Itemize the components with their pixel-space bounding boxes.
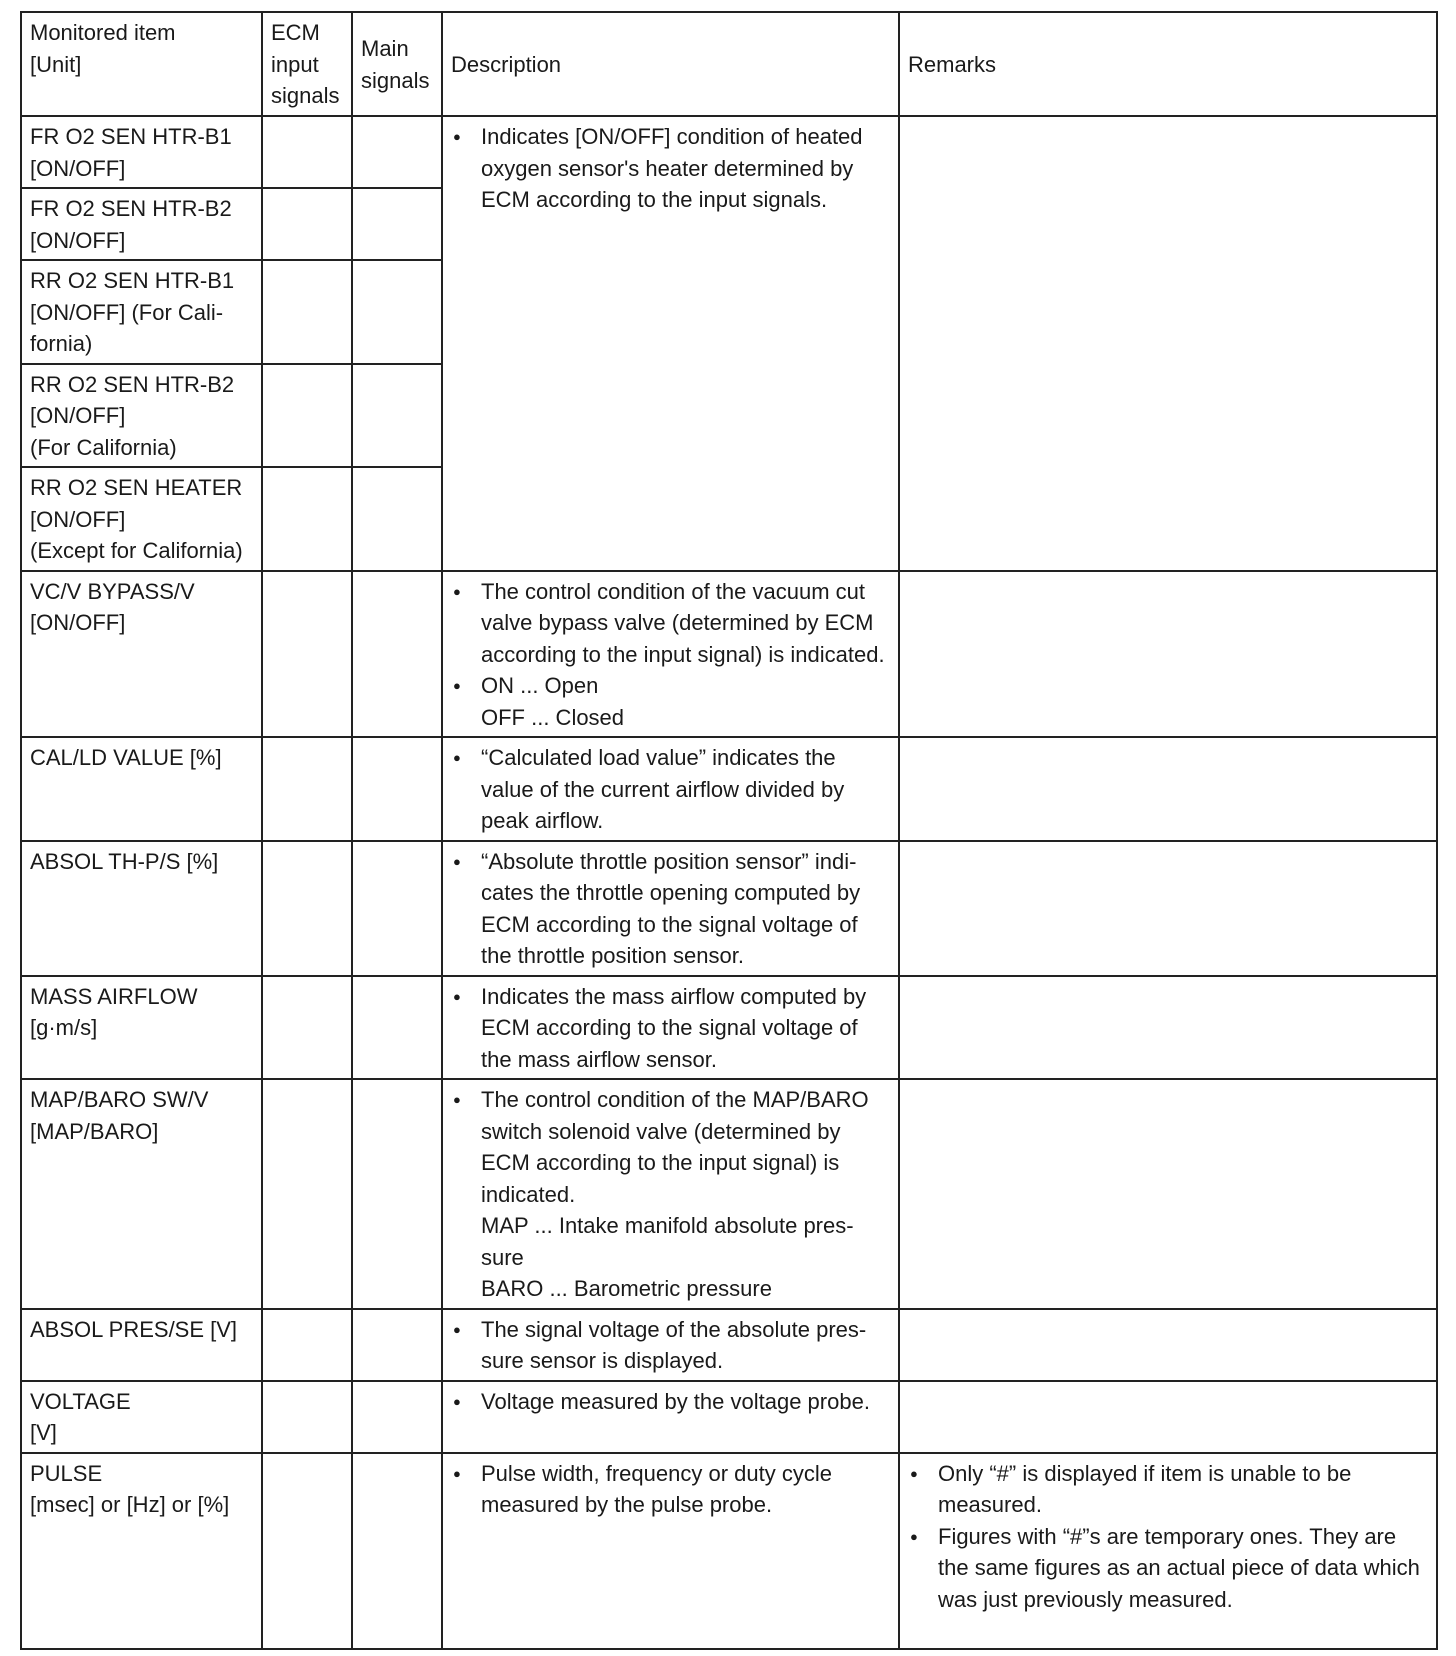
ecm-input-cell: [262, 976, 352, 1080]
monitored-item-cell: [21, 1453, 262, 1649]
header-item-line2: [Unit]: [30, 51, 82, 77]
ecm-input-cell: [262, 364, 352, 468]
monitored-item-cell: [21, 1079, 262, 1309]
description-cell: [442, 976, 899, 1080]
main-signal-cell: [352, 1309, 442, 1381]
description-cell: [442, 571, 899, 738]
monitored-item-cell: [21, 260, 262, 364]
description-cell: [442, 1381, 899, 1453]
remarks-cell: [899, 1453, 1437, 1649]
monitored-item-cell: [21, 737, 262, 841]
item-name: VOLTAGE: [30, 1388, 131, 1414]
remarks-cell: [899, 116, 1437, 571]
description-list: [451, 1386, 890, 1418]
description-list: [451, 1084, 890, 1305]
item-name: ABSOL PRES/SE [V]: [30, 1316, 238, 1342]
main-signal-cell: [352, 467, 442, 571]
item-name: MAP/BARO SW/V: [30, 1087, 209, 1112]
item-name: MASS AIRFLOW: [30, 983, 198, 1009]
remarks-cell: [899, 571, 1437, 738]
description-list: [451, 1314, 890, 1377]
header-main-signals: [352, 12, 442, 116]
description-list: [451, 742, 890, 837]
monitored-item-cell: [21, 841, 262, 976]
header-monitored-item: [21, 12, 262, 116]
description-text: ● ON ... Open: [481, 673, 599, 698]
ecm-input-cell: [262, 116, 352, 188]
remarks-cell: [899, 1309, 1437, 1381]
main-signal-cell: [352, 1381, 442, 1453]
remarks-list: [908, 1458, 1428, 1616]
main-signal-cell: [352, 841, 442, 976]
description-list: [451, 1458, 890, 1521]
monitored-item-cell: [21, 116, 262, 188]
item-unit: [g·m/s]: [30, 1015, 98, 1040]
main-signal-cell: [352, 737, 442, 841]
item-note: (Except for California): [30, 538, 243, 563]
item-name: VC/V BYPASS/V: [30, 578, 195, 604]
description-bullet: ● “Absolute throttle position sensor” indi-cates the throttle opening computed by ECM according to the signal voltage of the throttle position sensor.: [451, 846, 890, 972]
table-row: [21, 1381, 1437, 1453]
monitored-item-cell: [21, 364, 262, 468]
description-bullet: ● Indicates [ON/OFF] condition of heated oxygen sensor's heater determined by ECM according to the input signals.: [451, 121, 890, 216]
ecm-input-cell: [262, 1381, 352, 1453]
item-note: (For California): [30, 434, 177, 460]
description-bullet: ● “Calculated load value” indicates the value of the current airflow divided by peak airflow.: [451, 742, 890, 837]
ecm-input-cell: [262, 737, 352, 841]
item-unit: [ON/OFF] (For Cali-: [30, 299, 224, 325]
header-main-line1: Main: [361, 36, 409, 61]
item-unit: [ON/OFF]: [30, 227, 126, 253]
item-unit: [MAP/BARO]: [30, 1118, 159, 1144]
description-list: [451, 576, 890, 734]
item-name: ABSOL TH-P/S [%]: [30, 848, 219, 874]
description-cell: [442, 841, 899, 976]
ecm-input-cell: [262, 841, 352, 976]
header-main-line2: signals: [361, 67, 430, 93]
item-unit: [msec] or [Hz] or [%]: [30, 1492, 230, 1517]
remark-bullet: ● Figures with “#”s are temporary ones. They are the same figures as an actual piece of data which was just previously measured.: [908, 1521, 1428, 1616]
header-row: [21, 12, 1437, 116]
description-bullet: ● The signal voltage of the absolute pres-sure sensor is displayed.: [451, 1314, 890, 1377]
description-bullet: ● Voltage measured by the voltage probe.: [451, 1386, 890, 1418]
description-bullet: ● Pulse width, frequency or duty cycle measured by the pulse probe.: [451, 1458, 890, 1521]
description-text: BARO ... Barometric pressure: [481, 1276, 772, 1301]
item-unit: [ON/OFF]: [30, 610, 126, 635]
description-cell: [442, 1309, 899, 1381]
remarks-cell: [899, 737, 1437, 841]
table-row: [21, 1453, 1437, 1649]
description-text: MAP ... Intake manifold absolute pres-sure: [481, 1213, 854, 1270]
item-name: CAL/LD VALUE [%]: [30, 745, 222, 770]
description-bullet: [451, 670, 890, 733]
description-text: OFF ... Closed: [481, 704, 625, 730]
description-cell: [442, 1079, 899, 1309]
item-name: RR O2 SEN HEATER: [30, 475, 243, 500]
main-signal-cell: [352, 571, 442, 738]
ecm-input-cell: [262, 1079, 352, 1309]
remarks-cell: [899, 976, 1437, 1080]
monitored-items-table: [20, 11, 1438, 1650]
main-signal-cell: [352, 1453, 442, 1649]
header-ecm-input-signals: [262, 12, 352, 116]
ecm-input-cell: [262, 1309, 352, 1381]
description-text: ● The control condition of the MAP/BARO switch solenoid valve (determined by ECM according to the input signal) is indicated.: [481, 1087, 869, 1207]
table-row: [21, 737, 1437, 841]
ecm-input-cell: [262, 188, 352, 260]
remarks-cell: [899, 841, 1437, 976]
monitored-item-cell: [21, 1381, 262, 1453]
item-unit: [ON/OFF]: [30, 403, 126, 428]
description-bullet: ● Indicates the mass airflow computed by ECM according to the signal voltage of the mass airflow sensor.: [451, 981, 890, 1076]
header-ecm-line3: signals: [271, 83, 340, 109]
table-row: [21, 841, 1437, 976]
header-item-line1: Monitored item: [30, 20, 176, 45]
description-list: [451, 846, 890, 972]
description-list: [451, 121, 890, 216]
item-name: RR O2 SEN HTR-B2: [30, 371, 235, 397]
item-note: fornia): [30, 331, 93, 356]
header-description: Description: [442, 12, 899, 116]
header-remarks: Remarks: [899, 12, 1437, 116]
item-unit: [ON/OFF]: [30, 506, 126, 532]
ecm-input-cell: [262, 1453, 352, 1649]
item-name: RR O2 SEN HTR-B1: [30, 268, 235, 293]
monitored-item-cell: [21, 467, 262, 571]
description-bullet: [451, 1084, 890, 1305]
remarks-cell: [899, 1381, 1437, 1453]
ecm-input-cell: [262, 260, 352, 364]
monitored-item-cell: [21, 1309, 262, 1381]
description-bullet: ● The control condition of the vacuum cut valve bypass valve (determined by ECM according to the input signal) is indicated.: [451, 576, 890, 671]
description-cell: [442, 116, 899, 571]
monitored-item-cell: [21, 571, 262, 738]
header-ecm-line2: input: [271, 51, 319, 77]
item-name: FR O2 SEN HTR-B1: [30, 124, 232, 149]
table-row: [21, 1079, 1437, 1309]
item-unit: [V]: [30, 1420, 57, 1445]
table-row: [21, 976, 1437, 1080]
main-signal-cell: [352, 188, 442, 260]
remark-bullet: ● Only “#” is displayed if item is unable to be measured.: [908, 1458, 1428, 1521]
main-signal-cell: [352, 260, 442, 364]
header-ecm-line1: ECM: [271, 20, 320, 46]
item-unit: [ON/OFF]: [30, 155, 126, 181]
item-name: FR O2 SEN HTR-B2: [30, 196, 232, 221]
ecm-input-cell: [262, 571, 352, 738]
item-name: PULSE: [30, 1460, 103, 1486]
remarks-cell: [899, 1079, 1437, 1309]
monitored-item-cell: [21, 188, 262, 260]
main-signal-cell: [352, 364, 442, 468]
description-cell: [442, 737, 899, 841]
table-row: [21, 571, 1437, 738]
table-row: [21, 1309, 1437, 1381]
table-row: [21, 116, 1437, 188]
main-signal-cell: [352, 976, 442, 1080]
monitored-item-cell: [21, 976, 262, 1080]
main-signal-cell: [352, 1079, 442, 1309]
ecm-input-cell: [262, 467, 352, 571]
main-signal-cell: [352, 116, 442, 188]
description-list: [451, 981, 890, 1076]
description-cell: [442, 1453, 899, 1649]
